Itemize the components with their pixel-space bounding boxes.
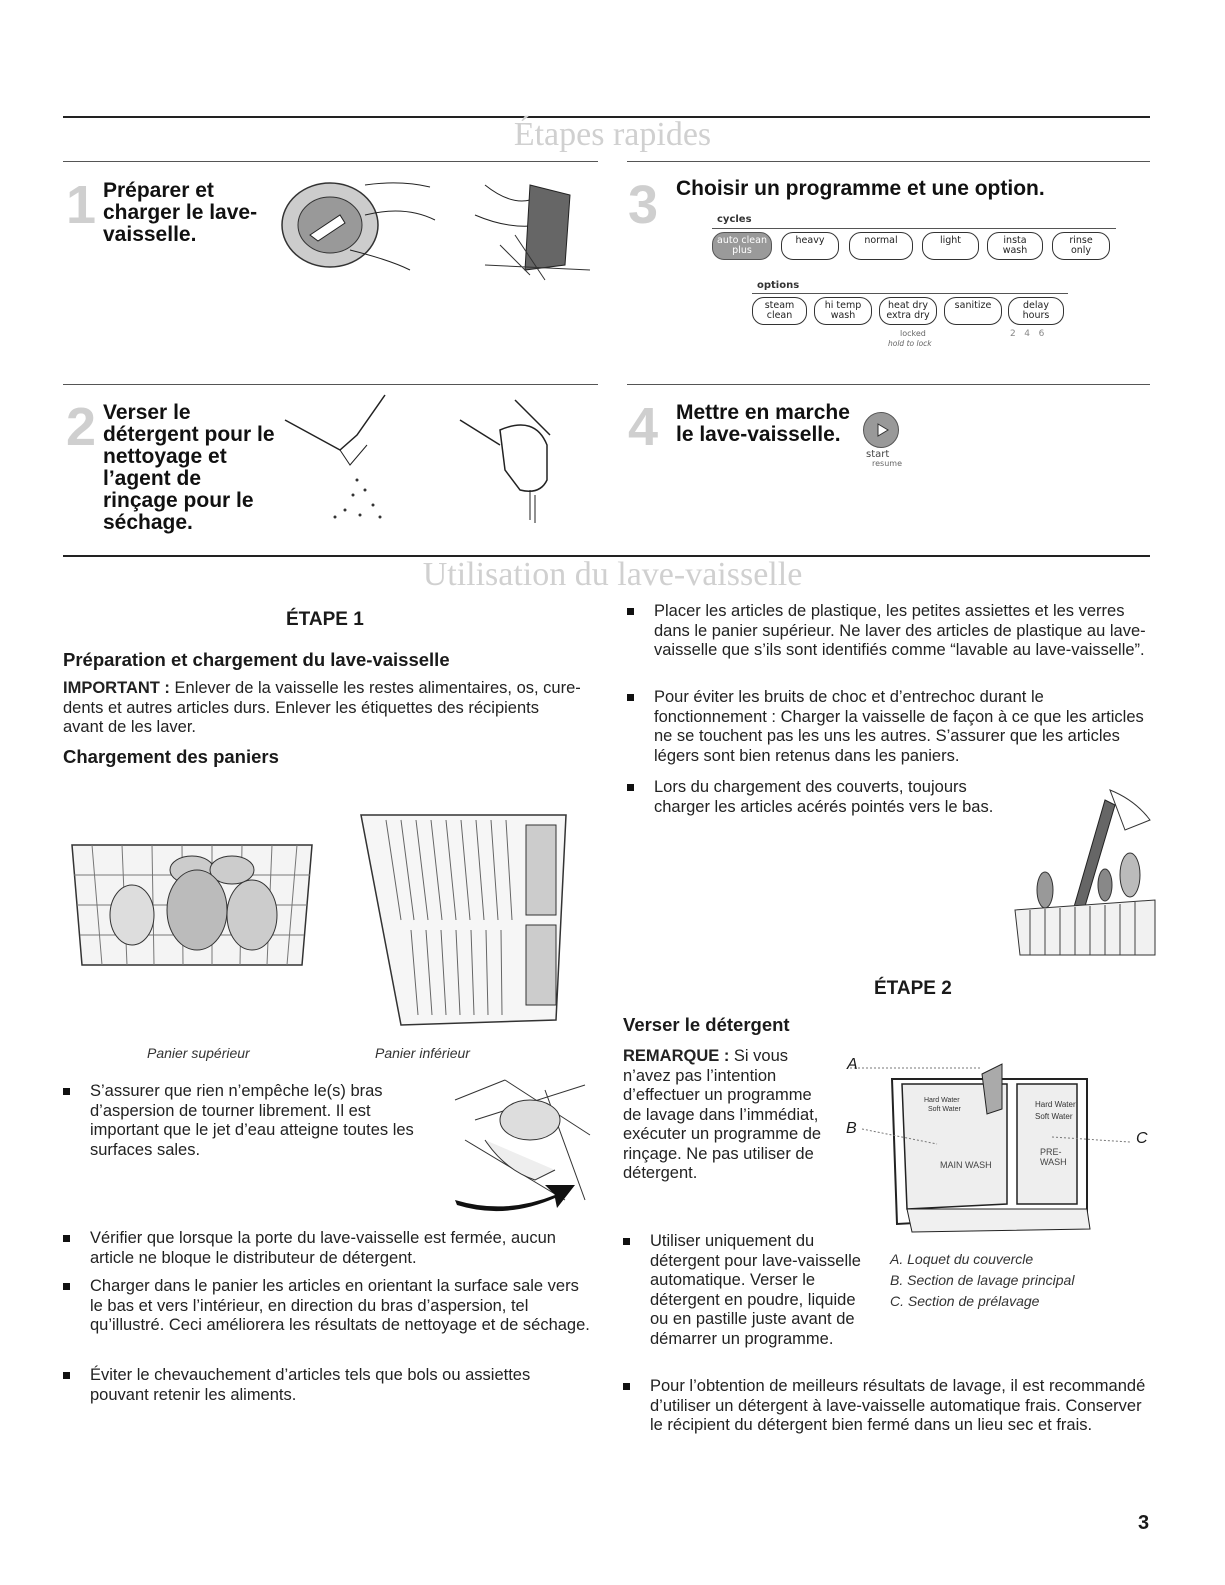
remarque-text: Si vous n’avez pas l’intention d’effectuer un programme de lavage dans l’immédiat, exécuter un programme de rinçage. Ne pas utiliser de détergent. [623, 1047, 822, 1182]
option-steam-clean-button[interactable]: steam clean [752, 297, 807, 325]
caption-lower-basket: Panier inférieur [375, 1045, 470, 1061]
upper-basket-illustration [62, 815, 324, 980]
hard-water-label-left: Hard Water [924, 1097, 960, 1104]
left-bullet-4: Éviter le chevauchement d’articles tels que bols ou assiettes pouvant retenir les aliments. [63, 1366, 593, 1408]
option-delay-hours-button[interactable]: delay hours [1008, 297, 1064, 325]
start-label: start [866, 449, 890, 460]
resume-label: resume [872, 459, 902, 468]
cycle-heavy-button[interactable]: heavy [781, 232, 839, 260]
left-bullet-3: Charger dans le panier les articles en orientant la surface sale vers le bas et vers l’intérieur, en direction du bras d’aspersion, tel qu’illustré. Ceci améliorera les résultats de nettoyage et de séchage. [63, 1277, 593, 1361]
remarque-paragraph [623, 1047, 831, 1184]
step4-number: 4 [628, 397, 659, 457]
locked-indicator: locked [900, 329, 926, 338]
important-label: IMPORTANT : [63, 679, 170, 697]
dispenser-label-a: A [847, 1056, 858, 1073]
delay-values: 2 4 6 [1010, 329, 1045, 339]
remarque-label: REMARQUE : [623, 1047, 730, 1065]
cycles-label: cycles [717, 214, 752, 225]
right-bullet-1: Placer les articles de plastique, les petites assiettes et les verres dans le panier supérieur. Ne laver des articles de plastique au lave-vaisselle que s’ils sont identifiés comme “lavable au lave-vaisselle”. [627, 602, 1152, 682]
dispenser-legend-c: C. Section de prélavage [890, 1293, 1040, 1309]
dispenser-legend-a: A. Loquet du couvercle [890, 1251, 1034, 1267]
important-text: Enlever de la vaisselle les restes alimentaires, os, cure-dents et autres articles durs. Enlever les étiquettes des récipients avant de les laver. [63, 679, 581, 736]
spray-arm-illustration [445, 1080, 590, 1220]
usage-title: Utilisation du lave-vaisselle [422, 556, 803, 593]
cycle-normal-button[interactable]: normal [849, 232, 913, 260]
cycle-auto-clean-button[interactable]: auto clean plus [712, 232, 772, 260]
detergent-bullet-1: Utiliser uniquement du détergent pour lave-vaisselle automatique. Verser le détergent en poudre, liquide ou en pastille juste avant de démarrer un programme. [623, 1232, 858, 1362]
soft-water-label-left: Soft Water [928, 1106, 961, 1113]
option-hi-temp-wash-button[interactable]: hi temp wash [814, 297, 872, 325]
step3-number: 3 [628, 175, 659, 235]
etape2-heading: ÉTAPE 2 [874, 978, 952, 999]
prep-heading: Préparation et chargement du lave-vaisselle [63, 649, 450, 670]
step3-title: Choisir un programme et une option. [676, 177, 1045, 200]
main-wash-label: MAIN WASH [940, 1160, 992, 1170]
pre-wash-label: PRE- WASH [1040, 1147, 1067, 1167]
dispenser-label-b: B [846, 1120, 857, 1137]
play-icon [876, 423, 890, 437]
detergent-heading: Verser le détergent [623, 1014, 790, 1035]
quick-steps-title: Étapes rapides [513, 116, 712, 153]
etape1-heading: ÉTAPE 1 [286, 609, 364, 630]
left-bullet-2: Vérifier que lorsque la porte du lave-vaisselle est fermée, aucun article ne bloque le distributeur de détergent. [63, 1229, 593, 1271]
cycle-rinse-only-button[interactable]: rinse only [1052, 232, 1110, 260]
lower-basket-illustration [356, 810, 571, 1030]
caption-upper-basket: Panier supérieur [147, 1045, 250, 1061]
start-button[interactable] [863, 412, 899, 448]
step2-title: Verser le détergent pour le nettoyage et l’agent de rinçage pour le séchage. [103, 401, 275, 534]
step2-number: 2 [66, 397, 97, 457]
step1-number: 1 [66, 175, 97, 235]
dispenser-label-c: C [1136, 1130, 1148, 1147]
options-label: options [757, 280, 800, 291]
left-bullet-1: S’assurer que rien n’empêche le(s) bras d’aspersion de tourner librement. Il est important que le jet d’eau atteigne toutes les surfaces sales. [63, 1082, 443, 1162]
option-heat-dry-button[interactable]: heat dry extra dry [879, 297, 937, 325]
dispenser-legend-b: B. Section de lavage principal [890, 1272, 1075, 1288]
important-paragraph [63, 679, 583, 738]
silverware-basket-illustration [1015, 790, 1155, 960]
hold-to-lock-text: hold to lock [888, 339, 932, 348]
plate-scraping-illustration [270, 175, 600, 285]
option-sanitize-button[interactable]: sanitize [944, 297, 1002, 325]
right-bullet-2: Pour éviter les bruits de choc et d’entrechoc durant le fonctionnement : Charger la vaisselle de façon à ce que les articles ne se touchent pas les uns les autres. S’assurer que les articles légers sont bien retenus dans les paniers. [627, 688, 1152, 768]
cycle-light-button[interactable]: light [922, 232, 979, 260]
detergent-dispenser-illustration [842, 1054, 1162, 1234]
step4-title: Mettre en marche le lave-vaisselle. [676, 401, 850, 446]
detergent-pouring-illustration [285, 395, 575, 530]
baskets-heading: Chargement des paniers [63, 746, 279, 767]
page-number: 3 [1138, 1512, 1150, 1534]
hard-water-label-right: Hard Water [1035, 1100, 1076, 1109]
right-bullet-3: Lors du chargement des couverts, toujours charger les articles acérés pointés vers le bas. [627, 778, 997, 838]
detergent-bullet-2: Pour l’obtention de meilleurs résultats de lavage, il est recommandé d’utiliser un détergent à lave-vaisselle automatique frais. Conserver le récipient du détergent bien fermé dans un lieu sec et frais. [623, 1377, 1148, 1457]
soft-water-label-right: Soft Water [1035, 1112, 1073, 1121]
cycle-insta-wash-button[interactable]: insta wash [987, 232, 1043, 260]
step1-title: Préparer et charger le lave- vaisselle. [103, 179, 258, 246]
